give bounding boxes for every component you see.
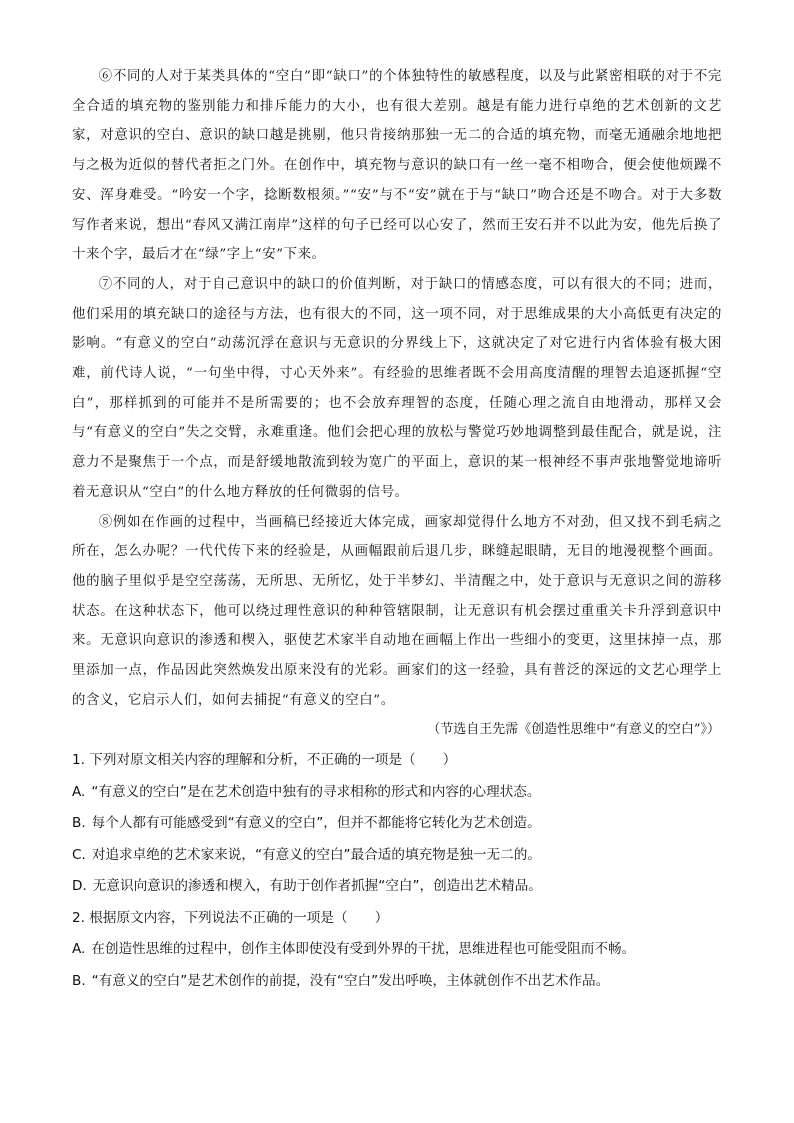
option-text: 在创造性思维的过程中，创作主体即使没有受到外界的干扰，思维进程也可能受阻而不畅。 xyxy=(91,941,636,958)
option-b xyxy=(72,808,722,840)
source-citation: （节选自王先霈《创造性思维中“有意义的空白”》） xyxy=(427,722,720,738)
paragraph-7: ⑦不同的人，对于自己意识中的缺口的价值判断，对于缺口的情感态度，可以有很大的不同；进而，他们采用的填充缺口的途径与方法，也有很大的不同，这一项不同，对于思维成果的大小高低更有决定的影响。“有意义的空白”动荡沉浮在意识与无意识的分界线上下，这就决定了对它进行内省体验有极大困难，前代诗人说，“一句坐中得，寸心天外来”。有经验的思维者既不会用高度清醒的理智去追逐抓握“空白”，那样抓到的可能并不是所需要的；也不会放弃理智的态度，任随心理之流自由地滑动，那样又会与“有意义的空白”失之交臂，永难重逢。他们会把心理的放松与警觉巧妙地调整到最佳配合，就是说，注意力不是聚焦于一个点，而是舒缓地散流到较为宽广的平面上，意识的某一根神经不事声张地警觉地谛听着无意识从“空白”的什么地方释放的任何微弱的信号。 xyxy=(72,276,722,500)
paragraph-8: ⑧例如在作画的过程中，当画稿已经接近大体完成，画家却觉得什么地方不对劲，但又找不到毛病之所在，怎么办呢？一代代传下来的经验是，从画幅跟前后退几步，眯缝起眼睛，无目的地漫视整个画面。他的脑子里似乎是空空荡荡，无所思、无所忆，处于半梦幻、半清醒之中，处于意识与无意识之间的游移状态。在这种状态下，他可以绕过理性意识的种种管辖限制，让无意识有机会摆过重重关卡升浮到意识中来。无意识向意识的渗透和楔入，驱使艺术家半自动地在画幅上作出一些细小的变更，这里抹掉一点，那里添加一点，作品因此突然焕发出原来没有的光彩。画家们的这一经验，具有普泛的深远的文艺心理学上的含义，它启示人们，如何去捕捉“有意义的空白”。 xyxy=(72,514,722,708)
question-stem: 1. 下列对原文相关内容的理解和分析，不正确的一项是（ ） xyxy=(72,752,457,769)
option-d xyxy=(72,871,722,903)
option-text: 无意识向意识的渗透和楔入，有助于创作者抓握“空白”，创造出艺术精品。 xyxy=(92,878,542,895)
question-2 xyxy=(72,903,722,998)
option-a xyxy=(72,934,722,966)
option-letter: C. xyxy=(72,846,86,863)
option-letter: D. xyxy=(72,878,87,895)
option-text: 每个人都有可能感受到“有意义的空白”，但并不都能将它转化为艺术创造。 xyxy=(91,815,541,832)
option-letter: B. xyxy=(72,972,86,989)
option-letter: A. xyxy=(72,783,86,800)
option-b xyxy=(72,966,722,998)
paragraph-6: ⑥不同的人对于某类具体的“空白”即“缺口”的个体独特性的敏感程度，以及与此紧密相联的对于不完全合适的填充物的鉴别能力和排斥能力的大小，也有很大差别。越是有能力进行卓绝的艺术创新的文艺家，对意识的空白、意识的缺口越是挑剔，他只肯接纳那独一无二的合适的填充物，而毫无通融余地地把与之极为近似的替代者拒之门外。在创作中，填充物与意识的缺口有一丝一毫不相吻合，便会使他烦躁不安、浑身难受。“吟安一个字，捻断数根须。”“安”与不“安”就在于与“缺口”吻合还是不吻合。对于大多数写作者来说，想出“春风又满江南岸”这样的句子已经可以心安了，然而王安石并不以此为安，他先后换了十来个字，最后才在“绿”字上“安”下来。 xyxy=(72,69,722,263)
option-letter: A. xyxy=(72,941,86,958)
question-1 xyxy=(72,745,722,903)
option-text: “有意义的空白”是艺术创作的前提，没有“空白”发出呼唤，主体就创作不出艺术作品。 xyxy=(91,972,610,989)
option-text: 对追求卓绝的艺术家来说，“有意义的空白”最合适的填充物是独一无二的。 xyxy=(91,846,541,863)
option-c xyxy=(72,840,722,872)
question-stem: 2. 根据原文内容，下列说法不正确的一项是（ ） xyxy=(72,909,389,926)
option-letter: B. xyxy=(72,815,86,832)
option-a xyxy=(72,777,722,809)
document-page xyxy=(72,62,722,997)
option-text: “有意义的空白”是在艺术创造中独有的寻求相称的形式和内容的心理状态。 xyxy=(91,783,541,800)
